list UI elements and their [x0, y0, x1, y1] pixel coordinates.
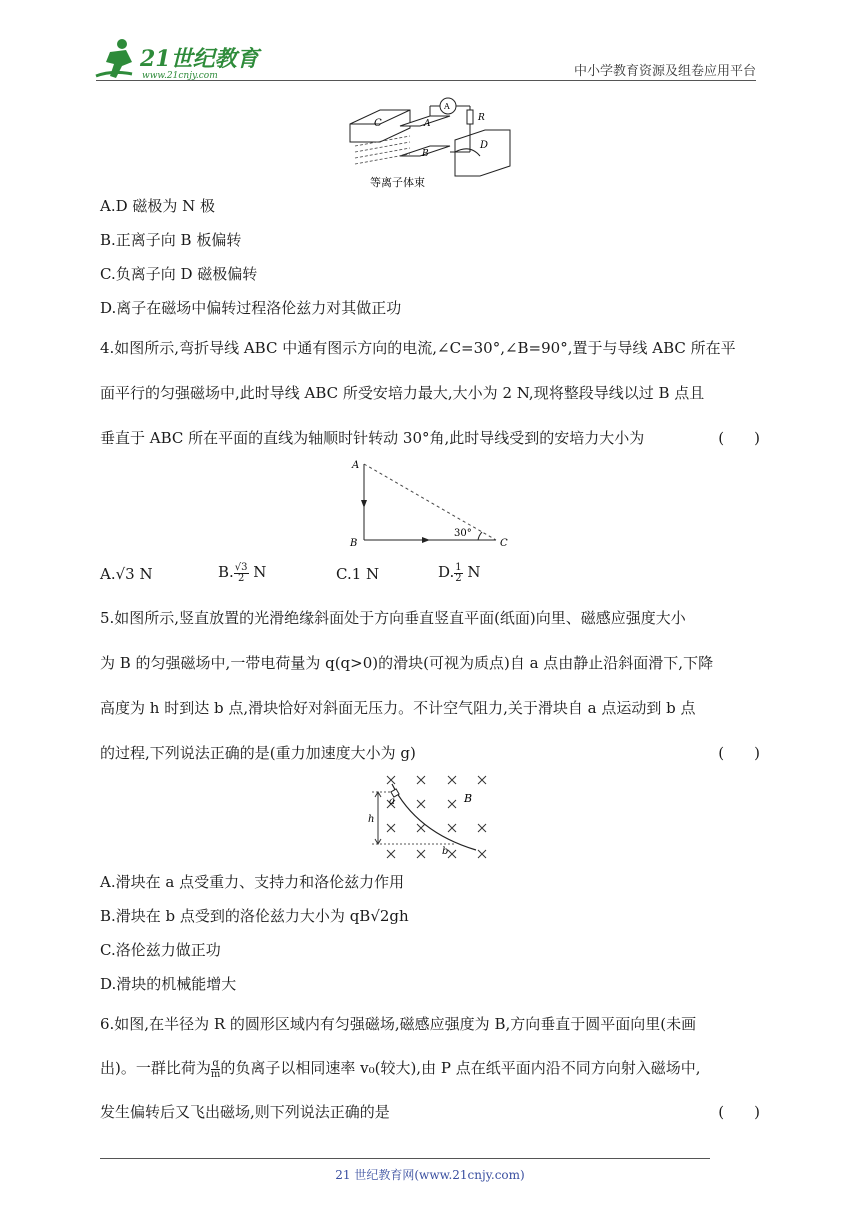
svg-text:B: B — [422, 149, 429, 159]
header-divider — [96, 80, 756, 81]
q5-figure — [364, 770, 500, 862]
current-arrow-down-icon — [361, 500, 367, 508]
svg-text:b: b — [442, 846, 449, 857]
svg-text:B: B — [350, 538, 358, 549]
q3-option-b: B.正离子向 B 板偏转 — [100, 231, 242, 249]
q5-option-c: C.洛伦兹力做正功 — [100, 941, 221, 959]
svg-text:C: C — [374, 118, 382, 129]
q5-stem-line2: 为 B 的匀强磁场中,一带电荷量为 q(q>0)的滑块(可视为质点)自 a 点由静止沿斜面滑下,下降 — [100, 654, 714, 672]
q3-figure-caption: 等离子体束 — [370, 176, 425, 189]
logo — [92, 36, 262, 84]
magnetic-field-x-marks — [387, 776, 486, 858]
svg-text:B: B — [464, 792, 473, 805]
q6-answer-paren: ( ) — [718, 1103, 760, 1121]
q4-stem-line2: 面平行的匀强磁场中,此时导线 ABC 所受安培力最大,大小为 2 N,现将整段导线以过 B 点且 — [100, 384, 705, 402]
q5-stem-line1: 5.如图所示,竖直放置的光滑绝缘斜面处于方向垂直竖直平面(纸面)向里、磁感应强度大小 — [100, 609, 686, 627]
q3-option-c: C.负离子向 D 磁极偏转 — [100, 265, 258, 283]
q6-stem-line1: 6.如图,在半径为 R 的圆形区域内有匀强磁场,磁感应强度为 B,方向垂直于圆平面向里(未画 — [100, 1015, 697, 1033]
q6-stem-line3: 发生偏转后又飞出磁场,则下列说法正确的是 — [100, 1103, 390, 1121]
current-arrow-right-icon — [422, 537, 430, 543]
q3-option-a: A.D 磁极为 N 极 — [100, 197, 216, 215]
svg-text:R: R — [478, 113, 485, 123]
q3-figure — [340, 96, 520, 192]
q6-stem-line2: 出)。一群比荷为 $\frac{q}{m}$ 的负离子以相同速率 v₀(较大),由 P 点在纸平面内沿不同方向射入磁场中, — [100, 1057, 701, 1080]
q5-stem-line3: 高度为 h 时到达 b 点,滑块恰好对斜面无压力。不计空气阻力,关于滑块自 a 点运动到 b 点 — [100, 699, 696, 717]
q4-figure — [346, 456, 516, 552]
q5-option-b: B.滑块在 b 点受到的洛伦兹力大小为 qB√2gh — [100, 907, 409, 925]
magnet-d — [455, 130, 510, 176]
q4-stem-line3: 垂直于 ABC 所在平面的直线为轴顺时针转动 30°角,此时导线受到的安培力大小为 — [100, 429, 645, 447]
logo-text: 21世纪教育 — [140, 46, 259, 72]
q5-option-d: D.滑块的机械能增大 — [100, 975, 237, 993]
runner-icon — [96, 39, 132, 78]
q5-stem-line4: 的过程,下列说法正确的是(重力加速度大小为 g) — [100, 744, 416, 762]
footer-divider — [100, 1158, 710, 1159]
q3-option-d: D.离子在磁场中偏转过程洛伦兹力对其做正功 — [100, 299, 402, 317]
footer-text[interactable]: 21 世纪教育网(www.21cnjy.com) — [335, 1168, 525, 1182]
q4-option-b: B. $\frac{√3}{2}$ N — [218, 561, 267, 584]
svg-text:A: A — [424, 119, 431, 129]
q4-option-a: A.√3 N — [100, 565, 153, 583]
svg-text:D: D — [480, 140, 489, 151]
logo-url: www.21cnjy.com — [142, 71, 218, 81]
q4-option-d: D. $\frac{1}{2}$ N — [438, 561, 481, 584]
svg-text:C: C — [500, 538, 508, 549]
svg-text:a: a — [389, 796, 395, 807]
header-platform-text: 中小学教育资源及组卷应用平台 — [573, 64, 756, 79]
resistor-icon — [467, 110, 473, 124]
q4-option-c: C.1 N — [336, 565, 380, 583]
svg-text:30°: 30° — [454, 528, 472, 539]
svg-text:A: A — [444, 102, 450, 111]
q5-answer-paren: ( ) — [718, 744, 760, 762]
q5-option-a: A.滑块在 a 点受重力、支持力和洛伦兹力作用 — [100, 873, 405, 891]
svg-text:h: h — [368, 814, 375, 825]
q4-stem-line1: 4.如图所示,弯折导线 ABC 中通有图示方向的电流,∠C=30°,∠B=90°,置于与导线 ABC 所在平 — [100, 339, 736, 357]
svg-text:A: A — [352, 460, 360, 471]
q4-answer-paren: ( ) — [718, 429, 760, 447]
